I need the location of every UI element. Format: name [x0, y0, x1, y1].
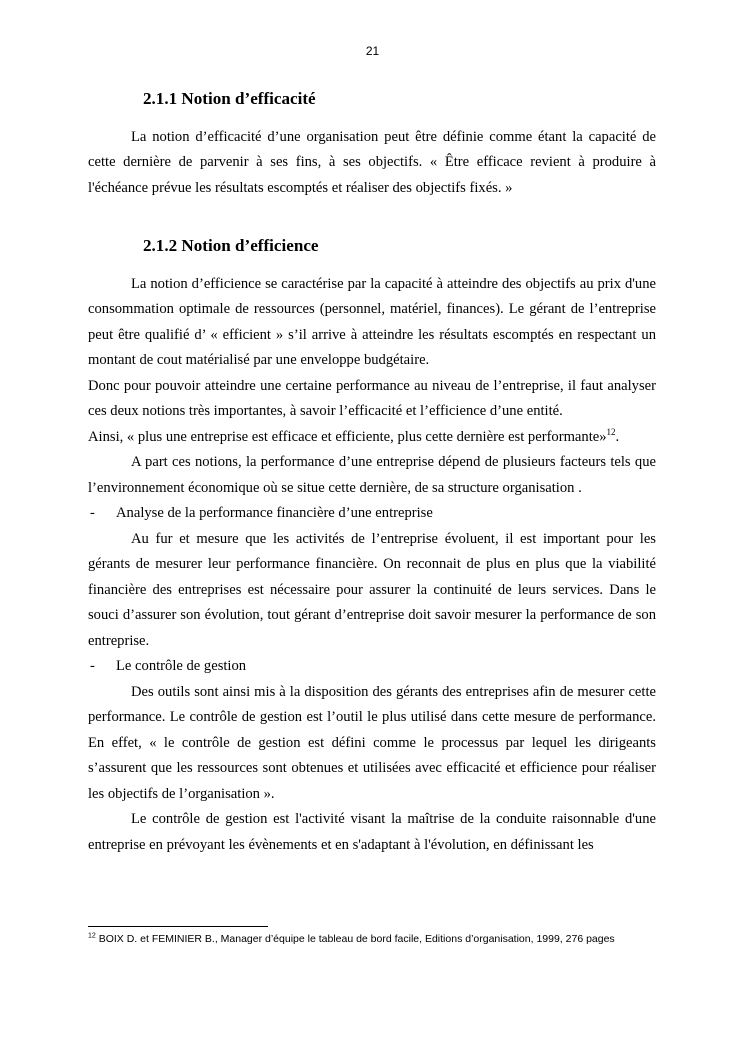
page-number: 21 — [365, 44, 380, 58]
paragraph-controle: Le contrôle de gestion est l'activité visant la maîtrise de la conduite raisonnable d'une entreprise en prévoyant les évènements et en s'adaptant à l'évolution, en définissant les — [88, 811, 656, 853]
footnote-divider — [88, 926, 268, 927]
paragraph-outils: Des outils sont ainsi mis à la disposition des gérants des entreprises afin de mesurer cette performance. Le contrôle de gestion est l’outil le plus utilisé dans cette mesure de performance. En effet, « le contrôle de gestion est défini comme le processus par lequel les dirigeants s’assurent que les ressources sont obtenues et utilisées avec efficacité et efficience pour réaliser les objectifs de l’organisation ». — [88, 683, 656, 802]
bullet-label: Analyse de la performance financière d’une entreprise — [116, 505, 433, 521]
footnote — [88, 931, 658, 947]
bullet-label: Le contrôle de gestion — [116, 658, 247, 674]
paragraph-aufur: Au fur et mesure que les activités de l’entreprise évoluent, il est important pour les gérants de mesurer leur performance financière. On reconnait de plus en plus que la viabilité financière des entreprises est nécessaire pour assurer la continuité de leurs services. Dans le souci d’assurer son évolution, tout gérant d’entreprise doit savoir mesurer la performance de son entreprise. — [88, 530, 656, 649]
paragraph-efficience: La notion d’efficience se caractérise par la capacité à atteindre des objectifs au prix d'une consommation optimale de ressources (personnel, matériel, finances). Le gérant de l’entreprise peut être qualifié d’ « efficient » s’il arrive à atteindre les résultats escomptés en respectant un montant de cout matérialisé par une enveloppe budgétaire. — [88, 275, 656, 368]
ainsi-end: . — [615, 428, 620, 445]
paragraph-efficacite: La notion d’efficacité d’une organisation peut être définie comme étant la capacité de cette dernière de parvenir à ses fins, à ses objectifs. « Être efficace revient à produire à l'échéance prévue les résultats escomptés et réaliser des objectifs fixés. » — [88, 128, 656, 196]
footnote-ref: 12 — [606, 426, 616, 437]
paragraph-apart: A part ces notions, la performance d’une entreprise dépend de plusieurs facteurs tels que l’environnement économique où se situe cette dernière, de sa structure organisation . — [88, 454, 656, 496]
bullet-analyse — [88, 501, 656, 527]
footnote-text: BOIX D. et FEMINIER B., Manager d’équipe le tableau de bord facile, Editions d’organisation, 1999, 276 pages — [95, 933, 615, 945]
paragraph-donc: Donc pour pouvoir atteindre une certaine performance au niveau de l’entreprise, il faut analyser ces deux notions très importantes, à savoir l’efficacité et l’efficience d’une entité. — [88, 377, 656, 419]
section-heading-efficience: 2.1.2 Notion d’efficience — [143, 236, 319, 255]
page-body — [88, 86, 656, 858]
bullet-dash: - — [90, 505, 95, 521]
ainsi-text: Ainsi, « plus une entreprise est efficace et efficiente, plus cette dernière est performante» — [88, 428, 607, 445]
footnote-marker: 12 — [88, 932, 96, 940]
section-heading-efficacite: 2.1.1 Notion d’efficacité — [143, 89, 316, 108]
paragraph-ainsi — [88, 425, 656, 451]
bullet-dash: - — [90, 658, 95, 674]
bullet-controle — [88, 654, 656, 680]
